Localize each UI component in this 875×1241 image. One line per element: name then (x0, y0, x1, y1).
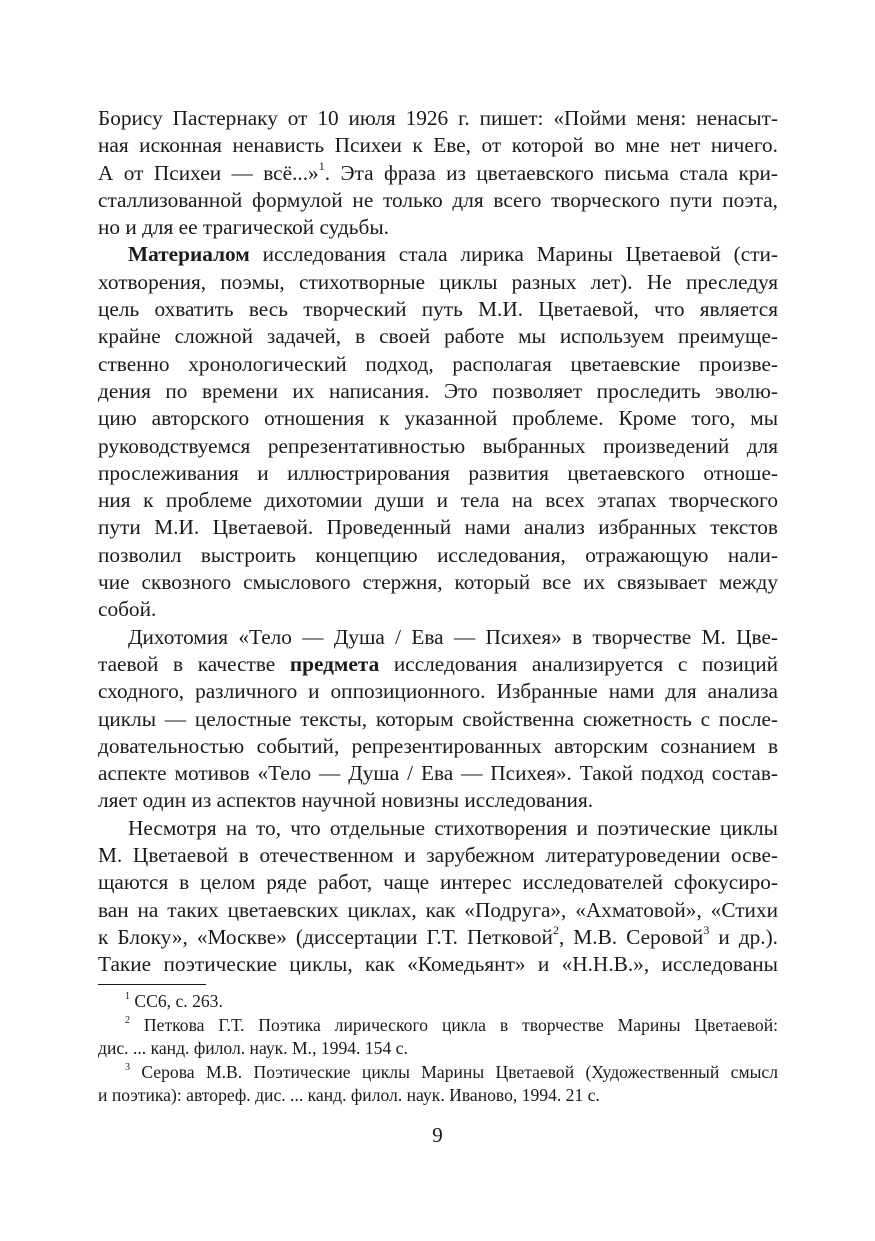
text-line: прослеживания и иллюстрирования развития цветаевского отноше- (98, 460, 778, 485)
main-text (98, 105, 778, 979)
text-line: чие сквозного смыслового стержня, который все их связывает между (98, 570, 778, 595)
text-line (98, 241, 778, 268)
text-line: ственно хронологический подход, располагая цветаевские произве- (98, 351, 778, 376)
footnote (98, 1061, 778, 1085)
emphasis-subject: предмета (289, 651, 380, 676)
footnote-number: 2 (125, 1014, 130, 1026)
text-line: позволил выстроить концепцию исследования, отражающую нали- (98, 542, 778, 567)
text-line: цель охватить весь творческий путь М.И. Цветаевой, что является (98, 297, 778, 322)
text-line: крайне сложной задачей, в своей работе мы используем преимуще- (98, 324, 778, 349)
text-line: М. Цветаевой в отечественном и зарубежном литературоведении осве- (98, 843, 778, 868)
text-line (98, 651, 778, 678)
footnote-ref: 3 (703, 922, 710, 937)
text-line: Такие поэтические циклы, как «Комедьянт» и «Н.Н.В.», исследованы (98, 952, 778, 977)
footnote (98, 990, 778, 1014)
text-line: цию авторского отношения к указанной проблеме. Кроме того, мы (98, 406, 778, 431)
text-line: щаются в целом ряде работ, чаще интерес исследователей сфокусиро- (98, 870, 778, 895)
text-line: аспекте мотивов «Тело — Душа / Ева — Психея». Такой подход состав- (98, 761, 778, 786)
text-line: руководствуемся репрезентативностью выбранных произведений для (98, 433, 778, 458)
footnote (98, 1014, 778, 1038)
text-fragment: . Эта фраза из цветаевского письма стала кри- (324, 160, 778, 185)
text-fragment: к Блоку», «Москве» (диссертации Г.Т. Петковой (98, 924, 553, 949)
text-line: сходного, различного и оппозиционного. Избранные нами для анализа (98, 679, 778, 704)
page-number: 9 (432, 1123, 443, 1147)
text-line: собой. (98, 597, 157, 622)
text-line: Дихотомия «Тело — Душа / Ева — Психея» в творчестве М. Цве- (128, 624, 778, 649)
text-line: сталлизованной формулой не только для всего творческого пути поэта, (98, 187, 778, 212)
footnote-ref: 2 (552, 922, 559, 937)
text-fragment: А от Психеи — всё...» (98, 160, 319, 185)
text-line: ляет один из аспектов научной новизны исследования. (98, 788, 594, 813)
footnote-text: Серова М.В. Поэтические циклы Марины Цветаевой (Художественный смысл (130, 1061, 778, 1082)
text-line: пути М.И. Цветаевой. Проведенный нами анализ избранных текстов (98, 515, 778, 540)
text-fragment: и др.). (709, 924, 778, 949)
footnote-ref: 1 (318, 158, 325, 173)
text-fragment: таевой в качестве (98, 651, 290, 676)
text-line: Несмотря на то, что отдельные стихотворения и поэтические циклы (128, 815, 778, 840)
text-line: ния к проблеме дихотомии души и тела на всех этапах творческого (98, 488, 778, 513)
footnote-divider (98, 984, 206, 985)
text-fragment: исследования стала лирика Марины Цветаевой (сти- (249, 242, 778, 267)
text-line: дения по времени их написания. Это позволяет проследить эволю- (98, 378, 778, 403)
text-line (98, 160, 778, 187)
text-fragment: , М.В. Серовой (558, 924, 704, 949)
text-line: довательностью событий, репрезентированных авторским сознанием в (98, 733, 778, 758)
text-line: циклы — целостные тексты, которым свойственна сюжетность с после- (98, 706, 778, 731)
footnote-number: 3 (125, 1061, 130, 1073)
footnote-number: 1 (125, 991, 130, 1003)
footnotes (98, 990, 778, 1108)
footnote-continuation: дис. ... канд. филол. наук. М., 1994. 154 с. (98, 1038, 408, 1058)
text-line: ван на таких цветаевских циклах, как «Подруга», «Ахматовой», «Стихи (98, 897, 778, 922)
text-fragment: исследования анализируется с позиций (379, 651, 778, 676)
text-line (98, 924, 778, 951)
footnote-text: Петкова Г.Т. Поэтика лирического цикла в творчестве Марины Цветаевой: (130, 1014, 778, 1035)
text-line: ная исконная ненависть Психеи к Еве, от которой во мне нет ничего. (98, 133, 778, 158)
footnote-continuation: и поэтика): автореф. дис. ... канд. филол. наук. Иваново, 1994. 21 с. (98, 1085, 600, 1105)
footnote-text: СС6, с. 263. (130, 991, 223, 1011)
text-line: но и для ее трагической судьбы. (98, 215, 389, 240)
emphasis-material: Материалом (128, 242, 250, 267)
text-line: Борису Пастернаку от 10 июля 1926 г. пишет: «Пойми меня: ненасыт- (98, 106, 778, 130)
text-line: хотворения, поэмы, стихотворные циклы разных лет). Не преследуя (98, 269, 778, 294)
